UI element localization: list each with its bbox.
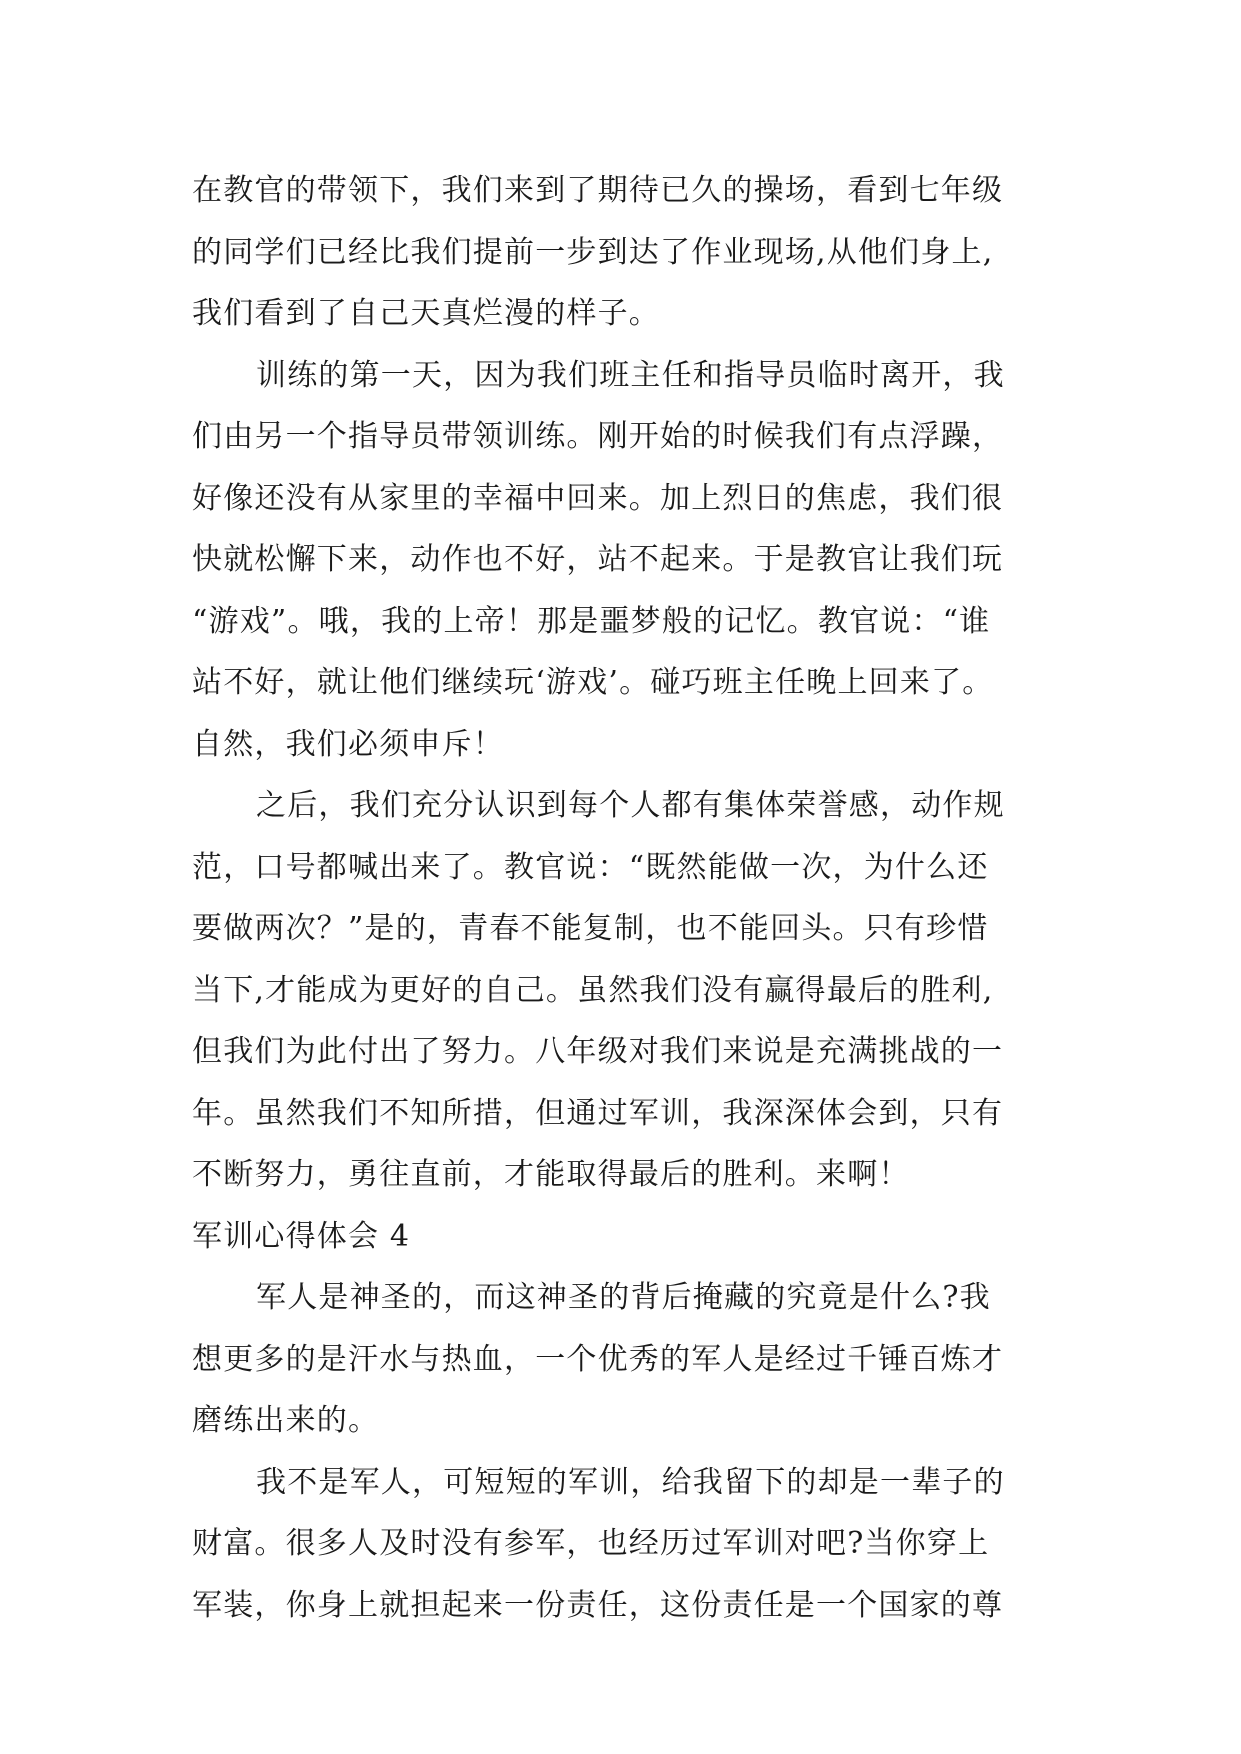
- section-heading: 军训心得体会 4: [192, 1218, 411, 1254]
- paragraph-line: 军人是神圣的，而这神圣的背后掩藏的究竟是什么?我: [256, 1280, 991, 1315]
- paragraph-line: 我们看到了自己天真烂漫的样子。: [192, 296, 660, 331]
- paragraph-line: 但我们为此付出了努力。八年级对我们来说是充满挑战的一: [192, 1034, 1004, 1069]
- paragraph-line: 之后，我们充分认识到每个人都有集体荣誉感，动作规: [256, 788, 1005, 823]
- paragraph-line: 军装，你身上就担起来一份责任，这份责任是一个国家的尊: [192, 1587, 1004, 1623]
- paragraph-line: 站不好，就让他们继续玩‘游戏’。碰巧班主任晚上回来了。: [192, 665, 994, 700]
- paragraph-line: 年。虽然我们不知所措，但通过军训，我深深体会到，只有: [192, 1095, 1004, 1131]
- paragraph-line: 们由另一个指导员带领训练。刚开始的时候我们有点浮躁，: [192, 419, 1004, 454]
- paragraph-line: “游戏”。哦，我的上帝！那是噩梦般的记忆。教官说：“谁: [192, 603, 991, 639]
- paragraph-line: 财富。很多人及时没有参军，也经历过军训对吧?当你穿上: [192, 1526, 990, 1561]
- paragraph-line: 想更多的是汗水与热血，一个优秀的军人是经过千锤百炼才: [192, 1341, 1004, 1377]
- paragraph-line: 当下,才能成为更好的自己。虽然我们没有赢得最后的胜利,: [192, 972, 994, 1008]
- document-body: [192, 160, 1072, 1636]
- paragraph-line: 的同学们已经比我们提前一步到达了作业现场,从他们身上,: [192, 234, 994, 270]
- paragraph-line: 快就松懈下来，动作也不好，站不起来。于是教官让我们玩: [192, 542, 1004, 577]
- paragraph-line: 训练的第一天，因为我们班主任和指导员临时离开，我: [256, 357, 1005, 393]
- paragraph-line: 我不是军人，可短短的军训，给我留下的却是一辈子的: [256, 1464, 1005, 1500]
- paragraph-line: 不断努力，勇往直前，才能取得最后的胜利。来啊！: [192, 1157, 910, 1192]
- paragraph-line: 要做两次？”是的，青春不能复制，也不能回头。只有珍惜: [192, 911, 989, 946]
- paragraph-line: 在教官的带领下，我们来到了期待已久的操场，看到七年级: [192, 173, 1004, 208]
- paragraph-line: 自然，我们必须申斥！: [192, 726, 504, 762]
- paragraph-line: 好像还没有从家里的幸福中回来。加上烈日的焦虑，我们很: [192, 480, 1004, 516]
- paragraph-line: 范，口号都喊出来了。教官说：“既然能做一次，为什么还: [192, 849, 989, 885]
- paragraph-line: 磨练出来的。: [192, 1403, 380, 1438]
